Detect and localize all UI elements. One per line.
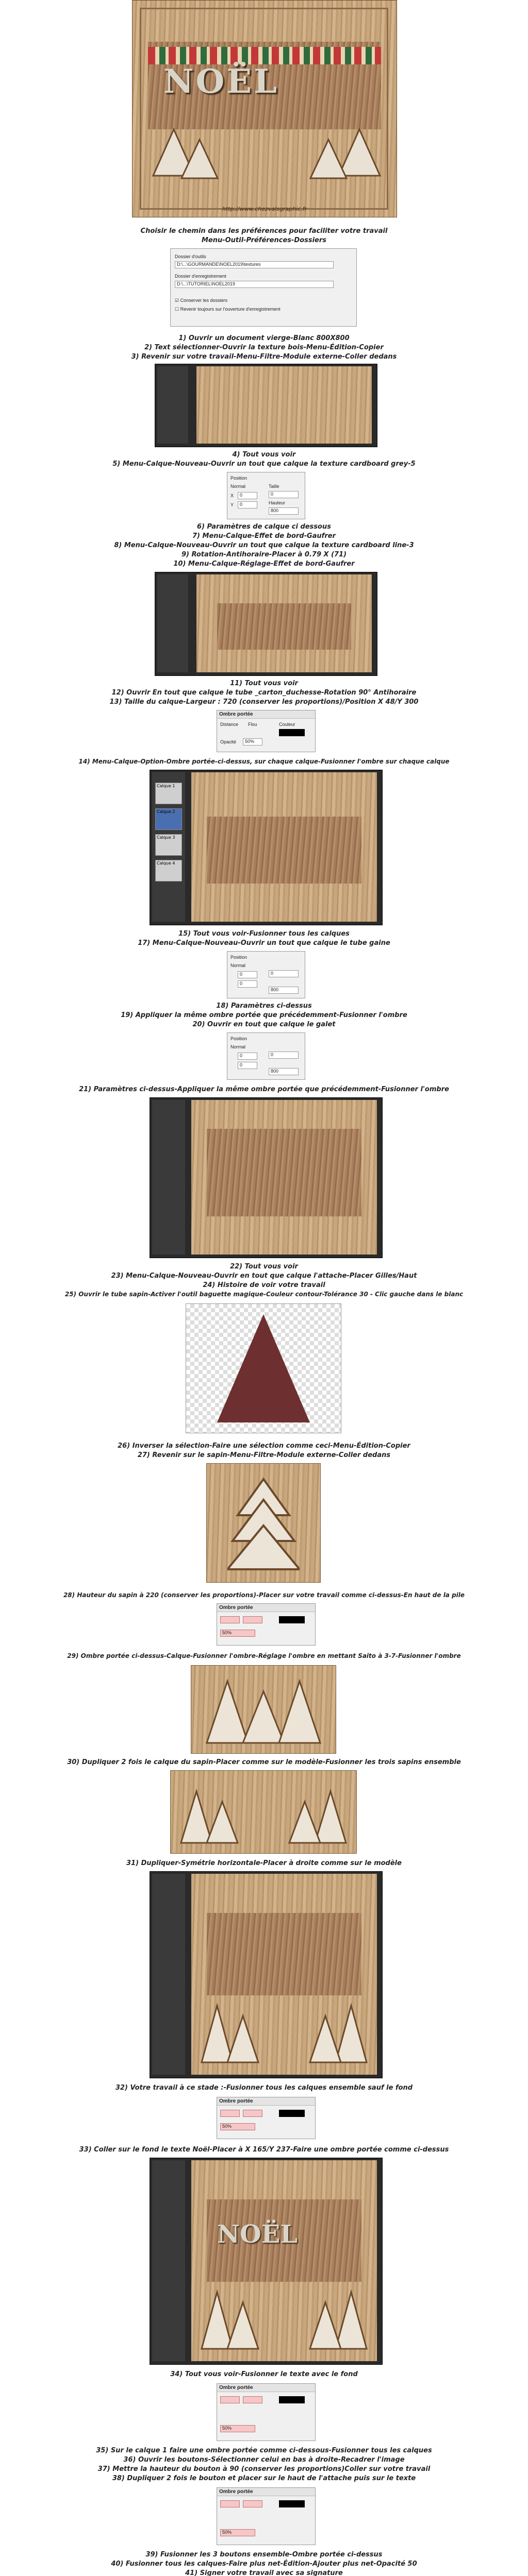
step-29: 29) Ombre portée ci-dessus-Calque-Fusionner l'ombre-Réglage l'ombre en mettant Saito à 3-7-Fusionner l'ombre [67, 1652, 461, 1659]
shadow-blur-field-c[interactable] [243, 2110, 262, 2117]
layer-label: Calque 4 [157, 861, 175, 866]
step-1: 1) Ouvrir un document vierge-Blanc 800X800 [178, 334, 350, 342]
shadow-color-swatch-b[interactable] [279, 1616, 305, 1623]
step-41: 41) Signer votre travail avec sa signature [185, 2569, 343, 2576]
shadow-dist-a: Distance [220, 722, 239, 727]
layers-panel-3 [152, 772, 185, 922]
step-24: 24) Histoire de voir votre travail [203, 1281, 325, 1289]
shadow-opacity-field-a[interactable]: 50% [243, 738, 262, 745]
step-15: 15) Tout vous voir-Fusionner tous les calques [178, 930, 350, 938]
step-22: 22) Tout vous voir [230, 1263, 298, 1270]
shadow-dialog-b [217, 1603, 316, 1646]
shadow-dialog-c [217, 2097, 316, 2139]
preferences-dialog [170, 248, 357, 327]
layer-item[interactable] [155, 834, 182, 856]
step-4: 4) Tout vous voir [232, 451, 296, 459]
save-label: Dossier d'enregistrement [175, 274, 226, 279]
check-revert-label: Revenir toujours sur l'ouverture d'enregistrement [180, 307, 280, 312]
normal-mode[interactable]: Normal [230, 484, 246, 489]
step-18: 18) Paramètres ci-dessus [216, 1002, 312, 1010]
canvas-trees-2 [196, 2287, 372, 2354]
position-label-2: Position [230, 955, 248, 960]
canvas-kraft-4 [207, 1129, 361, 1216]
three-trees-image [191, 1665, 336, 1754]
shadow-blur-field-d[interactable] [243, 2396, 262, 2403]
step-3: 3) Revenir sur votre travail-Menu-Filtre-Module externe-Coller dedans [131, 353, 397, 361]
header-trees [143, 119, 386, 191]
shadow-dist-field-d[interactable] [220, 2396, 240, 2403]
shadow-title-e: Ombre portée [217, 2488, 315, 2496]
step-23: 23) Menu-Calque-Nouveau-Ouvrir en tout que calque l'attache-Placer Gilles/Haut [111, 1272, 417, 1280]
shadow-title-d: Ombre portée [217, 2384, 315, 2392]
step-31: 31) Dupliquer-Symétrie horizontale-Placer à droite comme sur le modèle [126, 1859, 402, 1867]
layer-label: Calque 1 [157, 784, 175, 788]
layer-params-dialog-3 [227, 1032, 305, 1080]
step-5: 5) Menu-Calque-Nouveau-Ouvrir un tout que calque la texture cardboard grey-5 [112, 460, 416, 468]
canvas-kraft-5 [207, 1913, 361, 1995]
shadow-title-b: Ombre portée [217, 1604, 315, 1612]
layers-panel-6 [152, 2160, 185, 2361]
canvas-kraft-3 [207, 817, 361, 884]
screenshot-step22 [150, 1097, 383, 1258]
layers-panel-2 [157, 574, 188, 672]
shadow-dist-field-e[interactable] [220, 2500, 240, 2507]
screenshot-step32 [150, 1871, 383, 2078]
step-8: 8) Menu-Calque-Nouveau-Ouvrir un tout que calque la texture cardboard line-3 [114, 541, 414, 549]
shadow-color-swatch-a[interactable] [279, 729, 305, 736]
canvas-noel: NOËL [217, 2220, 298, 2249]
canvas-trees [196, 2001, 372, 2067]
normal-mode-3[interactable]: Normal [230, 1044, 246, 1049]
step-39: 39) Fusionner les 3 boutons ensemble-Ombre portée ci-dessus [145, 2551, 383, 2558]
layers-panel-5 [152, 1874, 185, 2075]
layers-panel [157, 366, 188, 444]
layer-label: Calque 2 [157, 809, 175, 814]
step-33: 33) Coller sur le fond le texte Noël-Placer à X 165/Y 237-Faire une ombre portée comme ci-dessus [79, 2146, 449, 2154]
shadow-title-c: Ombre portée [217, 2097, 315, 2106]
shadow-title-a: Ombre portée [217, 710, 315, 719]
layer-item[interactable] [155, 860, 182, 882]
x-field-2[interactable]: 0 [238, 971, 257, 978]
screenshot-step15 [150, 770, 383, 925]
three-trees-icon [202, 1676, 325, 1748]
noel-title: NOËL [163, 62, 279, 101]
canvas-kraft [217, 603, 351, 650]
step-7: 7) Menu-Calque-Effet de bord-Gaufrer [192, 532, 336, 540]
h-field[interactable]: 800 [269, 507, 299, 515]
garland [148, 47, 381, 64]
y-label: Y [230, 502, 234, 507]
layers-panel-4 [152, 1100, 185, 1255]
y-field-2[interactable]: 0 [238, 980, 257, 988]
step-28: 28) Hauteur du sapin à 220 (conserver les proportions)-Placer sur votre travail comme ci-dessus-En haut de la pile [63, 1591, 465, 1599]
screenshot-step4 [155, 364, 377, 447]
step-40: 40) Fusionner tous les calques-Faire plus net-Édition-Ajouter plus net-Opacité 50 [111, 2560, 417, 2568]
layer-params-dialog [227, 472, 305, 519]
step-9: 9) Rotation-Antihoraire-Placer à 0.79 X (71) [181, 551, 347, 558]
shadow-color-a: Couleur [279, 722, 295, 727]
step-11: 11) Tout vous voir [230, 680, 298, 687]
layer-item[interactable] [155, 808, 182, 830]
screenshot-step11 [155, 572, 377, 676]
shadow-dialog-a [217, 710, 316, 752]
textures-path-field[interactable]: D:\...\GOURMANDE\NOEL2019\textures [175, 261, 334, 268]
step-2: 2) Text sélectionner-Ouvrir la texture bois-Menu-Édition-Copier [144, 344, 384, 351]
step-36: 36) Ouvrir les boutons-Sélectionner celui en bas à droite-Recadrer l'image [123, 2456, 405, 2464]
normal-mode-2[interactable]: Normal [230, 963, 246, 968]
shadow-blur-field-b[interactable] [243, 1616, 262, 1623]
shadow-opacity-a: Opacité [220, 739, 237, 744]
w-field-3[interactable]: 0 [269, 1052, 299, 1059]
shadow-dialog-d [217, 2383, 316, 2441]
intro-line-1: Choisir le chemin dans les préférences pour faciliter votre travail [140, 227, 388, 235]
step-20: 20) Ouvrir en tout que calque le galet [192, 1021, 336, 1028]
shadow-blur-a: Flou [248, 722, 257, 727]
check-revert[interactable]: ☐ Revenir toujours sur l'ouverture d'enregistrement [175, 307, 280, 312]
w-field[interactable]: 0 [269, 491, 299, 498]
h-field-3[interactable]: 800 [269, 1068, 299, 1075]
header-url[interactable]: http://www.chezvalsgraphic.fr [222, 206, 307, 212]
layer-params-dialog-2 [227, 951, 305, 998]
screenshot-step34 [150, 2158, 383, 2365]
step-6: 6) Paramètres de calque ci dessous [197, 523, 331, 531]
intro-line-2: Menu-Outil-Préférences-Dossiers [201, 236, 327, 244]
check-conserve-label: Conserver les dossiers [180, 298, 228, 303]
h-field-2[interactable]: 800 [269, 987, 299, 994]
step-25: 25) Ouvrir le tube sapin-Activer l'outil baguette magique-Couleur contour-Tolérance 30 - Clic gauche dans le blanc [64, 1291, 464, 1298]
check-conserve[interactable]: ☑ Conserver les dossiers [175, 298, 228, 303]
tree-selection-image [186, 1303, 341, 1433]
shadow-opacity-field-d[interactable]: 50% [220, 2425, 255, 2432]
shadow-opacity-field-b[interactable]: 50% [220, 1630, 255, 1637]
layer-label: Calque 3 [157, 835, 175, 840]
layer-item[interactable] [155, 783, 182, 804]
step-14: 14) Menu-Calque-Option-Ombre portée-ci-dessus, sur chaque calque-Fusionner l'ombre sur chaque calque [78, 758, 450, 765]
step-32: 32) Votre travail à ce stade :-Fusionner tous les calques ensemble sauf le fond [115, 2084, 413, 2092]
step-34: 34) Tout vous voir-Fusionner le texte avec le fond [170, 2370, 358, 2378]
step-19: 19) Appliquer la même ombre portée que précédemment-Fusionner l'ombre [121, 1011, 407, 1019]
shadow-opacity-field-c[interactable]: 50% [220, 2123, 255, 2130]
tree-icon [227, 1474, 300, 1577]
x-label: X [230, 493, 234, 498]
y-field-3[interactable]: 0 [238, 1062, 257, 1069]
textures-label: Dossier d'outils [175, 254, 206, 259]
single-tree-image [206, 1463, 321, 1583]
shadow-color-swatch-e[interactable] [279, 2500, 305, 2507]
shadow-opacity-field-e[interactable]: 50% [220, 2529, 255, 2536]
w-label: Taille [269, 484, 279, 489]
tree-shape [202, 1309, 325, 1428]
shadow-blur-field-e[interactable] [243, 2500, 262, 2507]
shadow-dist-field-b[interactable] [220, 1616, 240, 1623]
step-30: 30) Dupliquer 2 fois le calque du sapin-Placer comme sur le modèle-Fusionner les trois sapins ensemble [67, 1758, 461, 1766]
position-label: Position [230, 476, 248, 481]
x-field-3[interactable]: 0 [238, 1053, 257, 1060]
mirror-trees-icon [176, 1786, 351, 1848]
step-12: 12) Ouvrir En tout que calque le tube _carton_duchesse-Rotation 90° Antihoraire [111, 689, 417, 697]
w-field-2[interactable]: 0 [269, 970, 299, 977]
step-37: 37) Mettre la hauteur du bouton à 90 (conserver les proportions)Coller sur votre travail [97, 2465, 431, 2473]
shadow-dist-field-c[interactable] [220, 2110, 240, 2117]
shadow-color-swatch-c[interactable] [279, 2110, 305, 2117]
step-10: 10) Menu-Calque-Réglage-Effet de bord-Gaufrer [173, 560, 355, 568]
header-image [132, 0, 397, 217]
step-21: 21) Paramètres ci-dessus-Appliquer la même ombre portée que précédemment-Fusionner l'ombre [79, 1086, 449, 1093]
save-path-field[interactable]: D:\...\TUTORIEL\NOEL2019 [175, 281, 334, 288]
shadow-dialog-e [217, 2487, 316, 2545]
shadow-color-swatch-d[interactable] [279, 2396, 305, 2403]
canvas-wood [196, 366, 372, 444]
step-35: 35) Sur le calque 1 faire une ombre portée comme ci-dessous-Fusionner tous les calques [96, 2447, 432, 2454]
y-field[interactable]: 0 [238, 501, 257, 509]
step-26: 26) Inverser la sélection-Faire une sélection comme ceci-Menu-Édition-Copier [118, 1442, 410, 1450]
mirror-trees-image [170, 1770, 357, 1854]
h-label: Hauteur [269, 500, 286, 505]
step-17: 17) Menu-Calque-Nouveau-Ouvrir un tout que calque le tube gaine [138, 939, 390, 947]
x-field[interactable]: 0 [238, 492, 257, 499]
step-27: 27) Revenir sur le sapin-Menu-Filtre-Module externe-Coller dedans [137, 1451, 391, 1459]
position-label-3: Position [230, 1036, 248, 1041]
step-13: 13) Taille du calque-Largeur : 720 (conserver les proportions)/Position X 48/Y 300 [109, 698, 419, 706]
step-38: 38) Dupliquer 2 fois le bouton et placer sur le haut de l'attache puis sur le texte [112, 2475, 416, 2482]
